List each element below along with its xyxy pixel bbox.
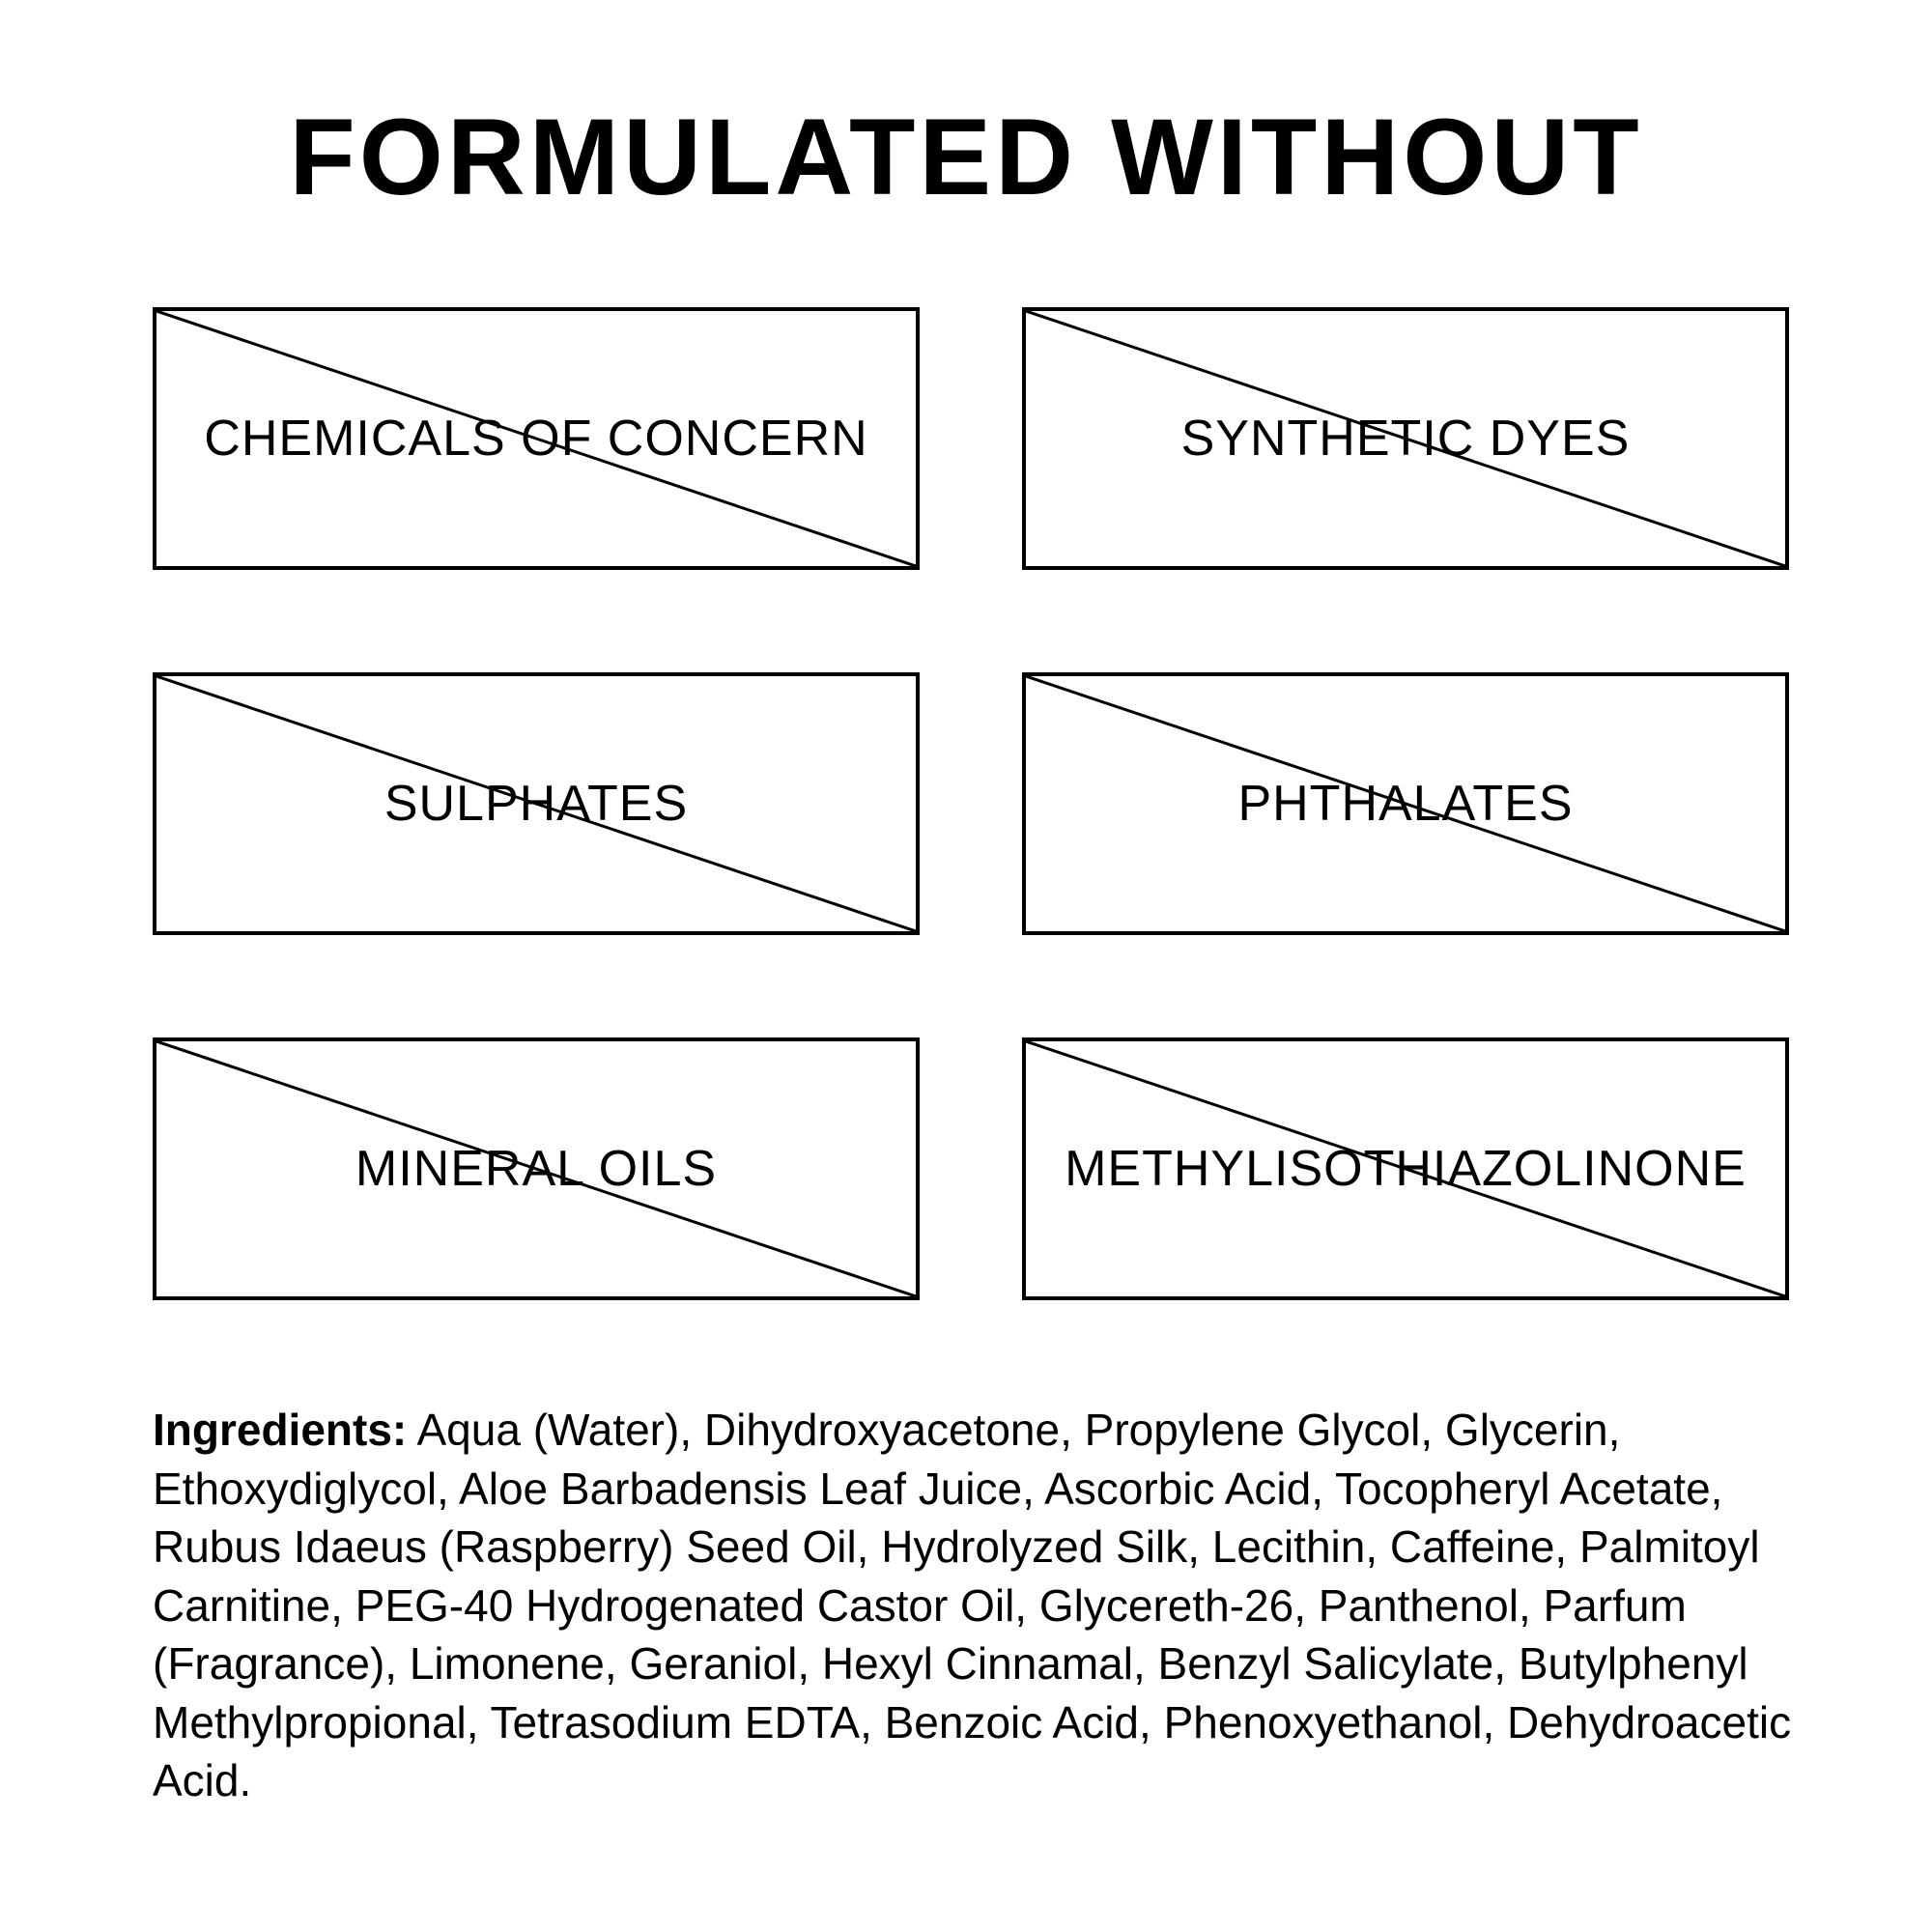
excluded-item-box [153,672,920,935]
ingredients-list [153,1401,1814,1810]
excluded-item-label: METHYLISOTHIAZOLINONE [1065,1141,1747,1197]
excluded-items-grid [153,307,1789,1300]
excluded-item-label: CHEMICALS OF CONCERN [204,411,868,467]
excluded-item-box [153,307,920,570]
excluded-item-label: PHTHALATES [1237,776,1574,832]
excluded-item-label: SYNTHETIC DYES [1180,411,1631,467]
excluded-item-box [1022,307,1789,570]
excluded-item-label: MINERAL OILS [355,1141,718,1197]
excluded-item-box [1022,1037,1789,1300]
excluded-item-box [153,1037,920,1300]
page-title: FORMULATED WITHOUT [289,97,1643,217]
ingredients-text: Aqua (Water), Dihydroxyacetone, Propylene Glycol, Glycerin, Ethoxydiglycol, Aloe Barbadensis Leaf Juice, Ascorbic Acid, Tocopheryl Acetate, Rubus Idaeus (Raspberry) Seed Oil, Hydrolyzed Silk, Lecithin, Caffeine, Palmitoyl Carnitine, PEG-40 Hydrogenated Castor Oil, Glycereth-26, Panthenol, Parfum (Fragrance), Limonene, Geraniol, Hexyl Cinnamal, Benzyl Salicylate, Butylphenyl Methylpropional, Tetrasodium EDTA, Benzoic Acid, Phenoxyethanol, Dehydroacetic Acid. [153,1405,1792,1805]
excluded-item-label: SULPHATES [384,776,689,832]
excluded-item-box [1022,672,1789,935]
ingredients-label: Ingredients: [153,1405,408,1455]
